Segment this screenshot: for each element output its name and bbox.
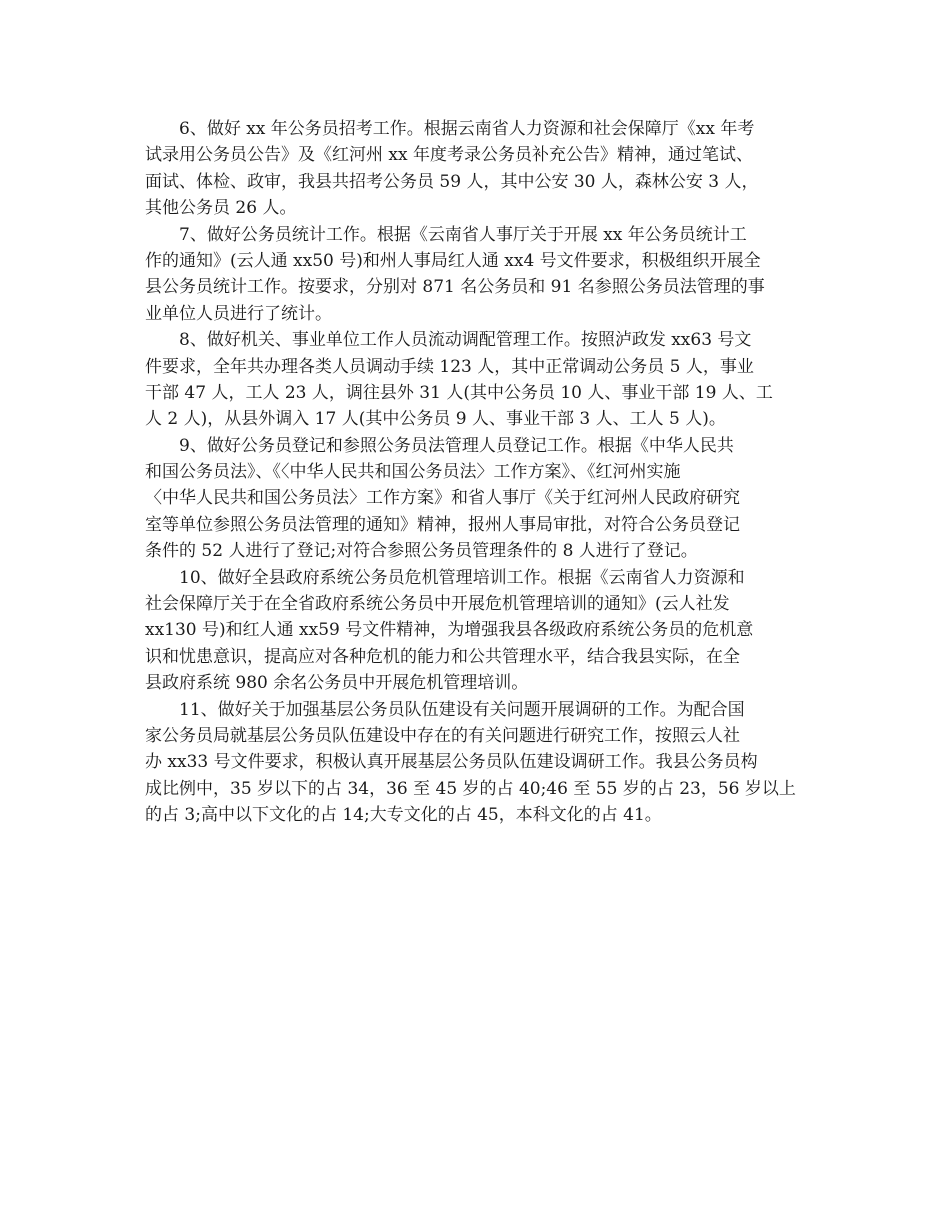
paragraph-item-10 bbox=[145, 565, 805, 697]
text-line: 其他公务员 26 人。 bbox=[145, 198, 297, 219]
paragraph-item-7 bbox=[145, 222, 805, 328]
text-line: 9、做好公务员登记和参照公务员法管理人员登记工作。根据《中华人民共 bbox=[179, 435, 734, 456]
text-line: 和国公务员法》、《〈中华人民共和国公务员法〉工作方案》、《红河州实施 bbox=[145, 462, 681, 483]
text-line: 县公务员统计工作。按要求，分别对 871 名公务员和 91 名参照公务员法管理的事 bbox=[145, 277, 765, 298]
text-line: 干部 47 人，工人 23 人，调往县外 31 人(其中公务员 10 人、事业干部 19 人、工 bbox=[145, 382, 773, 403]
text-line: 试录用公务员公告》及《红河州 xx 年度考录公务员补充公告》精神，通过笔试、 bbox=[145, 145, 753, 166]
text-line: 11、做好关于加强基层公务员队伍建设有关问题开展调研的工作。为配合国 bbox=[179, 699, 745, 720]
text-line: 7、做好公务员统计工作。根据《云南省人事厅关于开展 xx 年公务员统计工 bbox=[179, 224, 747, 245]
text-line: 县政府系统 980 余名公务员中开展危机管理培训。 bbox=[145, 673, 529, 694]
text-line: 成比例中，35 岁以下的占 34，36 至 45 岁的占 40;46 至 55 岁的占 23，56 岁以上 bbox=[145, 778, 796, 799]
text-line: 6、做好 xx 年公务员招考工作。根据云南省人力资源和社会保障厅《xx 年考 bbox=[179, 119, 755, 139]
text-line: xx130 号)和红人通 xx59 号文件精神，为增强我县各级政府系统公务员的危机意 bbox=[145, 620, 754, 641]
paragraph-item-6 bbox=[145, 116, 805, 222]
text-line: 8、做好机关、事业单位工作人员流动调配管理工作。按照泸政发 xx63 号文 bbox=[179, 330, 752, 351]
text-line: 作的通知》(云人通 xx50 号)和州人事局红人通 xx4 号文件要求，积极组织开展全 bbox=[145, 250, 761, 271]
text-line: 件要求，全年共办理各类人员调动手续 123 人，其中正常调动公务员 5 人，事业 bbox=[145, 356, 754, 377]
text-line: 人 2 人)，从县外调入 17 人(其中公务员 9 人、事业干部 3 人、工人 5 人)。 bbox=[145, 409, 726, 430]
paragraph-item-8 bbox=[145, 327, 805, 433]
text-line: 识和忧患意识，提高应对各种危机的能力和公共管理水平，结合我县实际，在全 bbox=[145, 646, 740, 667]
text-line: 社会保障厅关于在全省政府系统公务员中开展危机管理培训的通知》(云人社发 bbox=[145, 594, 730, 615]
text-line: 室等单位参照公务员法管理的通知》精神，报州人事局审批，对符合公务员登记 bbox=[145, 514, 740, 535]
text-line: 业单位人员进行了统计。 bbox=[145, 303, 332, 324]
text-line: 面试、体检、政审，我县共招考公务员 59 人，其中公安 30 人，森林公安 3 人， bbox=[145, 171, 759, 192]
text-line: 10、做好全县政府系统公务员危机管理培训工作。根据《云南省人力资源和 bbox=[179, 567, 745, 588]
text-line: 的占 3;高中以下文化的占 14;大专文化的占 45，本科文化的占 41。 bbox=[145, 805, 662, 826]
text-line: 办 xx33 号文件要求，积极认真开展基层公务员队伍建设调研工作。我县公务员构 bbox=[145, 752, 758, 773]
document-body bbox=[145, 116, 805, 829]
text-line: 〈中华人民共和国公务员法〉工作方案》和省人事厅《关于红河州人民政府研究 bbox=[145, 488, 740, 509]
paragraph-item-11 bbox=[145, 697, 805, 829]
text-line: 家公务员局就基层公务员队伍建设中存在的有关问题进行研究工作，按照云人社 bbox=[145, 725, 740, 746]
text-line: 条件的 52 人进行了登记;对符合参照公务员管理条件的 8 人进行了登记。 bbox=[145, 541, 698, 562]
paragraph-item-9 bbox=[145, 433, 805, 565]
